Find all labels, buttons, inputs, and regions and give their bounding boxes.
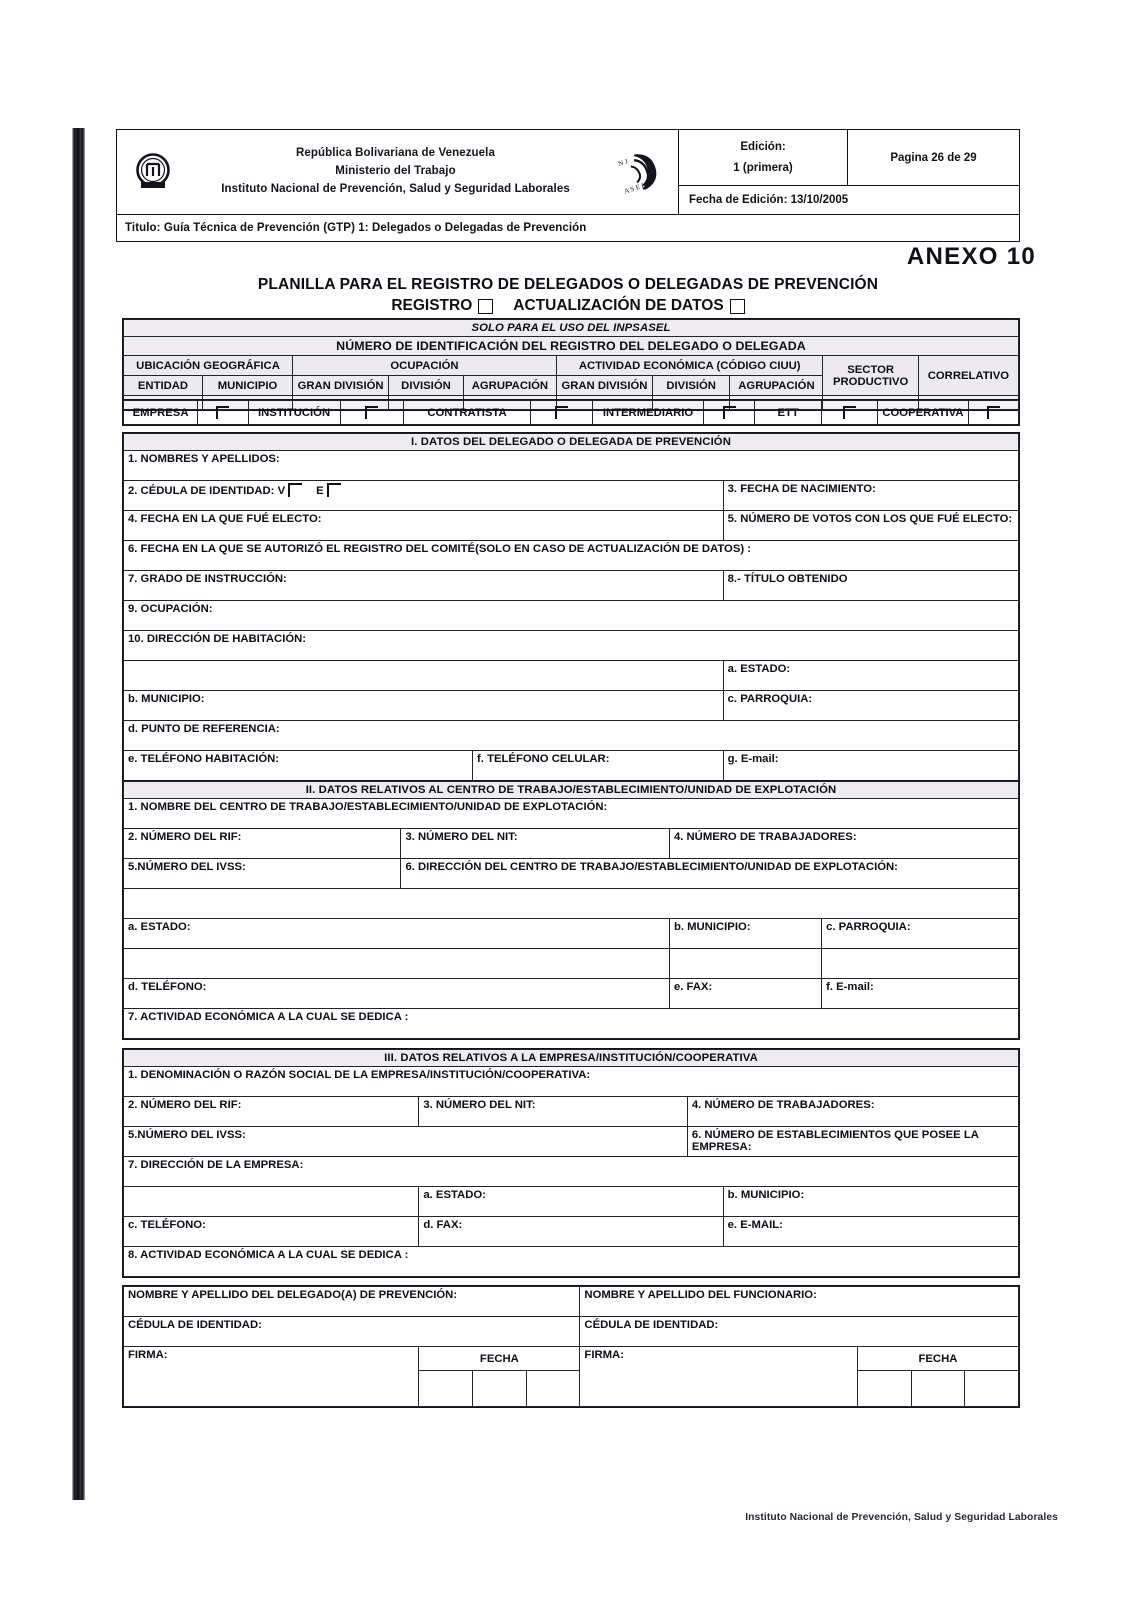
field-nombre-funcionario[interactable]: NOMBRE Y APELLIDO DEL FUNCIONARIO: xyxy=(580,1287,1019,1317)
group-ubicacion-geografica: UBICACIÓN GEOGRÁFICA xyxy=(124,356,293,376)
section-II xyxy=(122,780,1020,1040)
field-denominacion-razon-social[interactable]: 1. DENOMINACIÓN O RAZÓN SOCIAL DE LA EMPRESA/INSTITUCIÓN/COOPERATIVA: xyxy=(124,1067,1019,1097)
field-iii-direccion-cont[interactable] xyxy=(124,1187,419,1217)
col-act-division: DIVISIÓN xyxy=(652,376,729,396)
sector-line2: PRODUCTIVO xyxy=(832,375,909,388)
field-iii-establecimientos[interactable]: 6. NÚMERO DE ESTABLECIMIENTOS QUE POSEE LA EMPRESA: xyxy=(687,1127,1018,1157)
fecha-delegado-aa[interactable] xyxy=(526,1371,580,1407)
page-title-line1: PLANILLA PARA EL REGISTRO DE DELEGADOS O DELEGADAS DE PREVENCIÓN xyxy=(257,276,879,293)
field-hab-estado[interactable]: a. ESTADO: xyxy=(723,661,1018,691)
field-punto-referencia[interactable]: d. PUNTO DE REFERENCIA: xyxy=(124,721,1019,751)
registro-label: REGISTRO xyxy=(391,297,473,314)
checkbox-contratista[interactable] xyxy=(531,401,592,425)
field-telefono-celular[interactable]: f. TELÉFONO CELULAR: xyxy=(473,751,724,781)
col-ocup-gran-division: GRAN DIVISIÓN xyxy=(293,376,389,396)
field-ii-telefono[interactable]: d. TELÉFONO: xyxy=(124,979,670,1009)
fecha-funcionario-aa[interactable] xyxy=(965,1371,1019,1407)
section-I xyxy=(122,432,1020,782)
cedula-v-box[interactable] xyxy=(287,483,302,497)
field-ii-parroquia-cont[interactable] xyxy=(822,949,1019,979)
label-fecha-delegado: FECHA xyxy=(419,1347,580,1371)
tick-icon xyxy=(723,406,736,419)
group-correlativo: CORRELATIVO xyxy=(918,356,1018,396)
inpsasel-subbanner: NÚMERO DE IDENTIFICACIÓN DEL REGISTRO DEL DELEGADO O DELEGADA xyxy=(124,337,1019,356)
label-fecha-funcionario: FECHA xyxy=(857,1347,1018,1371)
field-nombres-apellidos[interactable]: 1. NOMBRES Y APELLIDOS: xyxy=(124,451,1019,481)
field-fecha-electo[interactable]: 4. FECHA EN LA QUE FUÉ ELECTO: xyxy=(124,511,724,541)
field-ii-nit[interactable]: 3. NÚMERO DEL NIT: xyxy=(401,829,670,859)
field-firma-funcionario[interactable]: FIRMA: xyxy=(580,1347,857,1407)
field-ii-direccion-centro[interactable]: 6. DIRECCIÓN DEL CENTRO DE TRABAJO/ESTABLECIMIENTO/UNIDAD DE EXPLOTACIÓN: xyxy=(401,859,1019,889)
checkbox-cooperativa[interactable] xyxy=(968,401,1018,425)
section-II-heading: II. DATOS RELATIVOS AL CENTRO DE TRABAJO/ESTABLECIMIENTO/UNIDAD DE EXPLOTACIÓN xyxy=(124,782,1019,799)
field-email-habitacion[interactable]: g. E-mail: xyxy=(723,751,1018,781)
inpsasel-use-block xyxy=(122,318,1020,411)
field-grado-instruccion[interactable]: 7. GRADO DE INSTRUCCIÓN: xyxy=(124,571,724,601)
checkbox-intermediario[interactable] xyxy=(704,401,754,425)
col-act-agrupacion: AGRUPACIÓN xyxy=(730,376,823,396)
fecha-funcionario-dd[interactable] xyxy=(857,1371,911,1407)
section-III-heading: III. DATOS RELATIVOS A LA EMPRESA/INSTITUCIÓN/COOPERATIVA xyxy=(124,1050,1019,1067)
inpsasel-banner: SOLO PARA EL USO DEL INPSASEL xyxy=(124,320,1019,337)
label-empresa: EMPRESA xyxy=(124,401,198,425)
field-cedula-label: 2. CÉDULA DE IDENTIDAD: V xyxy=(128,485,286,497)
organization-block xyxy=(189,130,602,214)
tick-icon xyxy=(216,406,229,419)
entity-type-row xyxy=(122,399,1020,426)
field-cedula-funcionario[interactable]: CÉDULA DE IDENTIDAD: xyxy=(580,1317,1019,1347)
field-ii-fax[interactable]: e. FAX: xyxy=(669,979,821,1009)
page-number-label: Pagina 26 de 29 xyxy=(890,151,977,164)
field-ii-municipio-cont[interactable] xyxy=(669,949,821,979)
field-ocupacion[interactable]: 9. OCUPACIÓN: xyxy=(124,601,1019,631)
page-title xyxy=(116,276,1020,315)
svg-text:N J: N J xyxy=(617,157,629,169)
field-hab-municipio[interactable]: b. MUNICIPIO: xyxy=(124,691,724,721)
tick-icon xyxy=(555,406,568,419)
field-iii-ivss[interactable]: 5.NÚMERO DEL IVSS: xyxy=(124,1127,688,1157)
page-footer: Instituto Nacional de Prevención, Salud y Seguridad Laborales xyxy=(745,1512,1058,1523)
field-iii-direccion-empresa[interactable]: 7. DIRECCIÓN DE LA EMPRESA: xyxy=(124,1157,1019,1187)
field-nombre-centro-trabajo[interactable]: 1. NOMBRE DEL CENTRO DE TRABAJO/ESTABLECIMIENTO/UNIDAD DE EXPLOTACIÓN: xyxy=(124,799,1019,829)
field-cedula-delegado[interactable]: CÉDULA DE IDENTIDAD: xyxy=(124,1317,580,1347)
field-ii-parroquia[interactable]: c. PARROQUIA: xyxy=(822,919,1019,949)
actualizacion-checkbox[interactable] xyxy=(730,299,745,314)
actualizacion-label: ACTUALIZACIÓN DE DATOS xyxy=(513,297,724,314)
inpsasel-seal-cell xyxy=(602,130,679,214)
field-iii-nit[interactable]: 3. NÚMERO DEL NIT: xyxy=(419,1097,688,1127)
col-act-gran-division: GRAN DIVISIÓN xyxy=(556,376,652,396)
scan-binding-shadow xyxy=(72,128,85,1500)
fecha-delegado-dd[interactable] xyxy=(419,1371,473,1407)
col-entidad: ENTIDAD xyxy=(124,376,203,396)
field-ii-estado-cont[interactable] xyxy=(124,949,670,979)
fecha-funcionario-mm[interactable] xyxy=(911,1371,965,1407)
document-title-row: Titulo: Guía Técnica de Prevención (GTP) 1: Delegados o Delegadas de Prevención xyxy=(117,214,1019,241)
field-ii-trabajadores[interactable]: 4. NÚMERO DE TRABAJADORES: xyxy=(669,829,1018,859)
edition-date: Fecha de Edición: 13/10/2005 xyxy=(689,194,849,207)
field-ii-rif[interactable]: 2. NÚMERO DEL RIF: xyxy=(124,829,401,859)
field-iii-actividad-economica[interactable]: 8. ACTIVIDAD ECONÓMICA A LA CUAL SE DEDICA : xyxy=(124,1247,1019,1277)
checkbox-empresa[interactable] xyxy=(198,401,248,425)
field-cedula-e-label: E xyxy=(316,485,324,497)
label-intermediario: INTERMEDIARIO xyxy=(592,401,704,425)
field-ii-ivss[interactable]: 5.NÚMERO DEL IVSS: xyxy=(124,859,401,889)
cedula-e-box[interactable] xyxy=(326,483,341,497)
field-firma-delegado[interactable]: FIRMA: xyxy=(124,1347,419,1407)
field-iii-email[interactable]: e. E-MAIL: xyxy=(723,1217,1018,1247)
col-ocup-division: DIVISIÓN xyxy=(389,376,464,396)
field-iii-telefono[interactable]: c. TELÉFONO: xyxy=(124,1217,419,1247)
field-direccion-habitacion-cont[interactable] xyxy=(124,661,724,691)
field-cedula-identidad[interactable] xyxy=(124,481,724,511)
field-fecha-nacimiento[interactable]: 3. FECHA DE NACIMIENTO: xyxy=(723,481,1018,511)
field-iii-municipio[interactable]: b. MUNICIPIO: xyxy=(723,1187,1018,1217)
field-numero-votos[interactable]: 5. NÚMERO DE VOTOS CON LOS QUE FUÉ ELECTO: xyxy=(723,511,1018,541)
label-institucion: INSTITUCIÓN xyxy=(248,401,340,425)
signature-block xyxy=(122,1285,1020,1408)
field-hab-parroquia[interactable]: c. PARROQUIA: xyxy=(723,691,1018,721)
label-contratista: CONTRATISTA xyxy=(403,401,530,425)
tick-icon xyxy=(987,406,1000,419)
field-ii-municipio[interactable]: b. MUNICIPIO: xyxy=(669,919,821,949)
inpsasel-logo-cell xyxy=(117,130,189,214)
edition-value: 1 (primera) xyxy=(733,161,793,174)
checkbox-institucion[interactable] xyxy=(340,401,403,425)
svg-text:A S E L: A S E L xyxy=(623,181,647,196)
label-cooperativa: COOPERATIVA xyxy=(878,401,968,425)
field-ii-estado[interactable]: a. ESTADO: xyxy=(124,919,670,949)
field-nombre-delegado[interactable]: NOMBRE Y APELLIDO DEL DELEGADO(A) DE PREVENCIÓN: xyxy=(124,1287,580,1317)
field-direccion-habitacion[interactable]: 10. DIRECCIÓN DE HABITACIÓN: xyxy=(124,631,1019,661)
fecha-delegado-mm[interactable] xyxy=(473,1371,527,1407)
tick-icon xyxy=(843,406,856,419)
field-ii-direccion-cont[interactable] xyxy=(124,889,1019,919)
col-municipio: MUNICIPIO xyxy=(202,376,292,396)
checkbox-ett[interactable] xyxy=(822,401,878,425)
org-line-2: Ministerio del Trabajo xyxy=(335,165,456,178)
registration-type-row xyxy=(116,297,1020,315)
field-iii-trabajadores[interactable]: 4. NÚMERO DE TRABAJADORES: xyxy=(687,1097,1018,1127)
document-header-table xyxy=(116,129,1020,242)
org-line-1: República Bolivariana de Venezuela xyxy=(296,147,495,160)
field-iii-fax[interactable]: d. FAX: xyxy=(419,1217,723,1247)
label-ett: ETT xyxy=(754,401,822,425)
group-sector-productivo xyxy=(823,356,918,396)
edition-label: Edición: xyxy=(740,141,786,153)
anexo-label: ANEXO 10 xyxy=(906,243,1036,270)
org-line-3: Instituto Nacional de Prevención, Salud y Seguridad Laborales xyxy=(221,183,570,196)
group-actividad-economica: ACTIVIDAD ECONÓMICA (CÓDIGO CIUU) xyxy=(556,356,823,376)
inpsasel-logo xyxy=(132,151,174,193)
field-titulo-obtenido[interactable]: 8.- TÍTULO OBTENIDO xyxy=(723,571,1018,601)
col-ocup-agrupacion: AGRUPACIÓN xyxy=(463,376,556,396)
field-iii-rif[interactable]: 2. NÚMERO DEL RIF: xyxy=(124,1097,419,1127)
section-III xyxy=(122,1048,1020,1278)
field-ii-email[interactable]: f. E-mail: xyxy=(822,979,1019,1009)
registro-checkbox[interactable] xyxy=(478,299,493,314)
inpsasel-seal xyxy=(612,144,668,200)
sector-line1: SECTOR xyxy=(847,363,895,376)
edition-cell xyxy=(679,130,848,185)
group-ocupacion: OCUPACIÓN xyxy=(293,356,557,376)
field-iii-estado[interactable]: a. ESTADO: xyxy=(419,1187,723,1217)
tick-icon xyxy=(365,406,378,419)
field-telefono-habitacion[interactable]: e. TELÉFONO HABITACIÓN: xyxy=(124,751,473,781)
field-fecha-autorizo-registro[interactable]: 6. FECHA EN LA QUE SE AUTORIZÓ EL REGISTRO DEL COMITÉ(SOLO EN CASO DE ACTUALIZACIÓN DE DATOS) : xyxy=(124,541,1019,571)
field-ii-actividad-economica[interactable]: 7. ACTIVIDAD ECONÓMICA A LA CUAL SE DEDICA : xyxy=(124,1009,1019,1039)
section-I-heading: I. DATOS DEL DELEGADO O DELEGADA DE PREVENCIÓN xyxy=(124,434,1019,451)
